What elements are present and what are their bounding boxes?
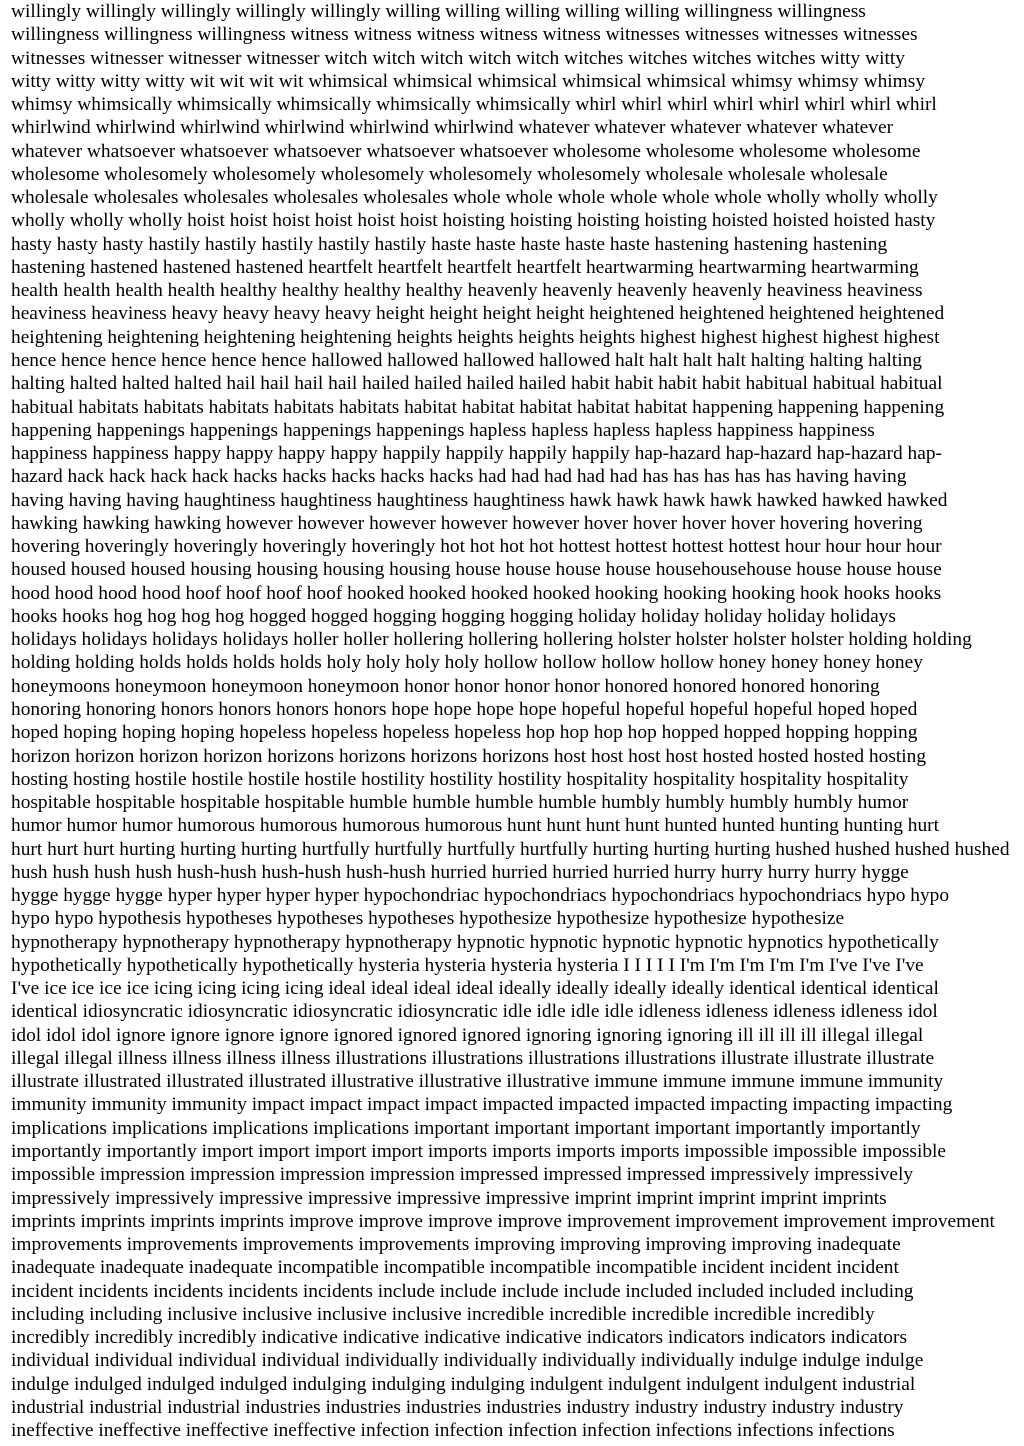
text-line: illustrate illustrated illustrated illustrated illustrative illustrative illustrative immune immune immune immune immunity <box>11 1071 944 1093</box>
text-line: willingly willingly willingly willingly willingly willing willing willing willing willing willingness willingness <box>11 1 866 22</box>
text-line: I've ice ice ice ice icing icing icing icing ideal ideal ideal ideal ideally ideally ideally ideally identical identical identical <box>11 978 939 1000</box>
text-line: ineffective ineffective ineffective ineffective infection infection infection infection infections infections infections <box>11 1420 895 1442</box>
text-line: whatever whatsoever whatsoever whatsoever whatsoever whatsoever wholesome wholesome wholesome wholesome <box>11 140 921 162</box>
text-line: hovering hoveringly hoveringly hoveringly hoveringly hot hot hot hot hottest hottest hottest hottest hour hour hour hour <box>11 536 942 558</box>
text-line: honeymoons honeymoon honeymoon honeymoon honor honor honor honor honored honored honored honoring <box>11 675 880 697</box>
text-line: importantly importantly import import import import imports imports imports imports impossible impossible impossible <box>11 1141 947 1163</box>
text-line: idol idol idol ignore ignore ignore ignore ignored ignored ignored ignoring ignoring ignoring ill ill ill ill illegal illegal <box>11 1024 924 1046</box>
text-line: imprints imprints imprints imprints improve improve improve improve improvement improvement improvement improvement <box>11 1210 995 1232</box>
text-line: impossible impression impression impression impression impressed impressed impressed impressively impressively <box>11 1164 914 1186</box>
text-line: witty witty witty witty wit wit wit wit whimsical whimsical whimsical whimsical whimsical whimsy whimsy whimsy <box>11 70 926 92</box>
text-line: happiness happiness happy happy happy happy happily happily happily happily hap-hazard hap-hazard hap-hazard hap- <box>11 443 942 465</box>
text-line: happening happenings happenings happenings happenings hapless hapless hapless hapless happiness happiness <box>11 419 875 441</box>
text-line: hypothetically hypothetically hypothetically hysteria hysteria hysteria hysteria I I I I I I'm I'm I'm I'm I'm I've I've I've <box>11 954 924 976</box>
text-line: horizon horizon horizon horizon horizons horizons horizons horizons host host host host hosted hosted hosted hosting <box>11 745 927 767</box>
text-line: hypo hypo hypothesis hypotheses hypotheses hypotheses hypothesize hypothesize hypothesize hypothesize <box>11 908 845 930</box>
text-line: humor humor humor humorous humorous humorous humorous hunt hunt hunt hunt hunted hunted hunting hunting hurt <box>11 815 940 837</box>
text-line: immunity immunity immunity impact impact impact impact impacted impacted impacted impacting impacting impacting <box>11 1094 953 1116</box>
text-line: hush hush hush hush hush-hush hush-hush hush-hush hurried hurried hurried hurried hurry hurry hurry hurry hygge <box>11 861 909 883</box>
text-line: hasty hasty hasty hastily hastily hastily hastily hastily haste haste haste haste haste hastening hastening hastening <box>11 233 888 255</box>
text-line: hooks hooks hog hog hog hog hogged hogged hogging hogging hogging holiday holiday holiday holiday holidays <box>11 605 896 627</box>
text-line: identical idiosyncratic idiosyncratic idiosyncratic idiosyncratic idle idle idle idle idleness idleness idleness idleness idol <box>11 1001 938 1023</box>
text-line: honoring honoring honors honors honors honors hope hope hope hope hopeful hopeful hopeful hopeful hoped hoped <box>11 698 918 720</box>
text-line: wholesale wholesales wholesales wholesales wholesales whole whole whole whole whole whole wholly wholly wholly <box>11 187 938 209</box>
text-line: whirlwind whirlwind whirlwind whirlwind whirlwind whirlwind whatever whatever whatever whatever whatever <box>11 117 894 139</box>
text-line: incident incidents incidents incidents incidents include include include include included included included including <box>11 1280 914 1302</box>
text-line: illegal illegal illness illness illness illness illustrations illustrations illustrations illustrations illustrate illustrate illustrate <box>11 1047 935 1069</box>
text-line: having having having haughtiness haughtiness haughtiness haughtiness hawk hawk hawk hawk hawked hawked hawked <box>11 489 948 511</box>
text-line: hazard hack hack hack hack hacks hacks hacks hacks hacks had had had had had has has has has has having having <box>11 466 907 488</box>
text-line: wholesome wholesomely wholesomely wholesomely wholesomely wholesomely wholesale wholesale wholesale <box>11 163 888 185</box>
text-line: hurt hurt hurt hurting hurting hurting hurtfully hurtfully hurtfully hurtfully hurting hurting hurting hushed hushed hushed hushed <box>11 838 1010 860</box>
text-line: health health health health healthy healthy healthy healthy heavenly heavenly heavenly heavenly heaviness heaviness <box>11 280 923 302</box>
text-line: improvements improvements improvements improvements improving improving improving improving inadequate <box>11 1234 901 1256</box>
text-line: individual individual individual individual individually individually individually individually indulge indulge indulge <box>11 1350 924 1372</box>
text-line: indulge indulged indulged indulged indulging indulging indulging indulgent indulgent indulgent indulgent industrial <box>11 1373 916 1395</box>
text-line: housed housed housed housing housing housing housing house house house house househousehouse house house house <box>11 559 942 581</box>
text-line: halting halted halted halted hail hail hail hail hailed hailed hailed hailed habit habit habit habit habitual habitual habitual <box>11 373 943 395</box>
text-line: hypnotherapy hypnotherapy hypnotherapy hypnotherapy hypnotic hypnotic hypnotic hypnotic hypnotics hypothetically <box>11 931 939 953</box>
text-line: whimsy whimsically whimsically whimsically whimsically whimsically whirl whirl whirl whirl whirl whirl whirl whirl <box>11 94 937 116</box>
text-line: hood hood hood hood hoof hoof hoof hoof hooked hooked hooked hooked hooking hooking hooking hook hooks hooks <box>11 582 942 604</box>
text-line: willingness willingness willingness witness witness witness witness witness witnesses witnesses witnesses witnesses <box>11 24 918 46</box>
text-line: heaviness heaviness heavy heavy heavy heavy height height height height heightened heightened heightened heightened <box>11 303 945 325</box>
text-line: habitual habitats habitats habitats habitats habitats habitat habitat habitat habitat habitat happening happening happening <box>11 396 945 418</box>
text-line: holding holding holds holds holds holds holy holy holy holy hollow hollow hollow hollow honey honey honey honey <box>11 652 923 674</box>
text-line: holidays holidays holidays holidays holler holler hollering hollering hollering holster holster holster holster holding holding <box>11 629 972 651</box>
text-line: hygge hygge hygge hyper hyper hyper hyper hypochondriac hypochondriacs hypochondriacs hypochondriacs hypo hypo <box>11 885 950 907</box>
text-line: wholly wholly wholly hoist hoist hoist hoist hoist hoist hoisting hoisting hoisting hoisting hoisted hoisted hoisted hasty <box>11 210 936 232</box>
word-list-text <box>11 0 1015 1442</box>
text-line: witnesses witnesser witnesser witnesser witch witch witch witch witch witches witches witches witches witty witty <box>11 47 905 69</box>
text-line: impressively impressively impressive impressive impressive impressive imprint imprint imprint imprint imprints <box>11 1187 887 1209</box>
text-line: hawking hawking hawking however however however however however hover hover hover hover hovering hovering <box>11 512 923 534</box>
text-line: hence hence hence hence hence hence hallowed hallowed hallowed hallowed halt halt halt halt halting halting halting <box>11 349 923 371</box>
text-line: heightening heightening heightening heightening heights heights heights heights highest highest highest highest highest <box>11 326 940 348</box>
text-line: hoped hoping hoping hoping hopeless hopeless hopeless hopeless hop hop hop hop hopped hopped hopping hopping <box>11 722 918 744</box>
text-line: industrial industrial industrial industries industries industries industries industry industry industry industry industry <box>11 1396 904 1418</box>
text-line: hastening hastened hastened hastened heartfelt heartfelt heartfelt heartfelt heartwarming heartwarming heartwarming <box>11 256 919 278</box>
text-line: hosting hosting hostile hostile hostile hostile hostility hostility hostility hospitality hospitality hospitality hospitality <box>11 768 909 790</box>
text-line: incredibly incredibly incredibly indicative indicative indicative indicative indicators indicators indicators indicators <box>11 1327 907 1349</box>
text-line: including including inclusive inclusive inclusive inclusive incredible incredible incredible incredible incredibly <box>11 1303 875 1325</box>
text-line: inadequate inadequate inadequate incompatible incompatible incompatible incompatible incident incident incident <box>11 1257 899 1279</box>
text-line: hospitable hospitable hospitable hospitable humble humble humble humble humbly humbly humbly humbly humor <box>11 792 909 814</box>
text-line: implications implications implications implications important important important important importantly importantly <box>11 1117 921 1139</box>
